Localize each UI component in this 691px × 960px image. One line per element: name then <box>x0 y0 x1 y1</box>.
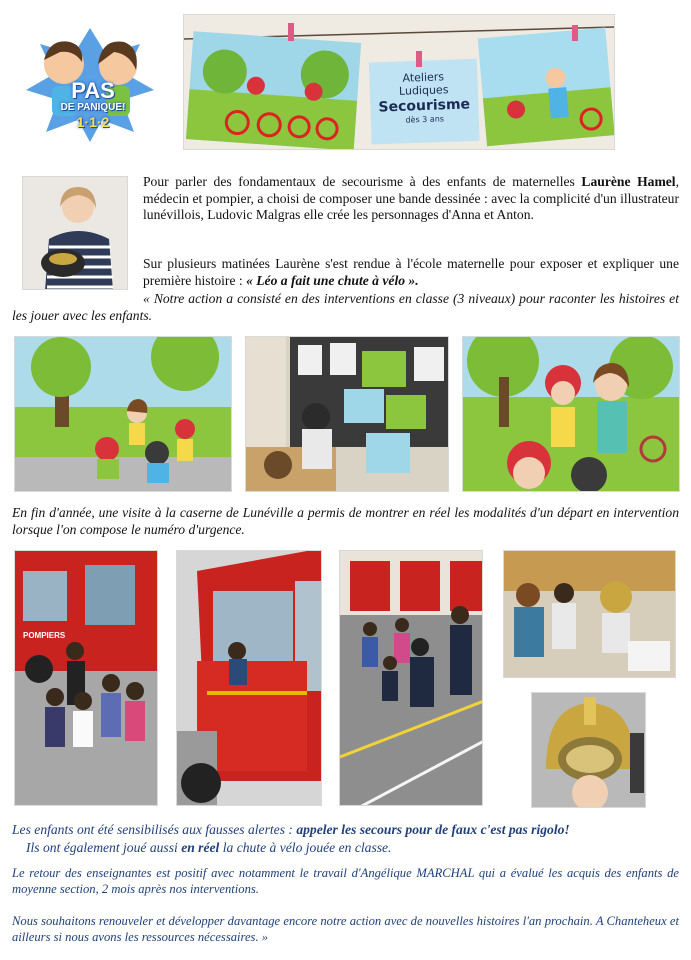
children-helmet-photo <box>503 550 676 678</box>
intro-p1-b: , médecin et pompier, a choisi de composer une bande dessinée : avec la complicité d'un illustrateur lunévillois, Ludovic Malgras elle crée les personnages d'Anna et Anton. <box>143 174 679 222</box>
sign-line-3: Secourisme <box>378 96 471 116</box>
comic-panel-2 <box>462 336 680 492</box>
banner-drawings-photo <box>183 14 615 150</box>
fire-truck-children-photo <box>14 550 158 806</box>
children-helmet-art <box>504 551 676 678</box>
bottom-p6-c: la chute à vélo jouée en classe. <box>219 840 392 855</box>
logo-line-1: PAS <box>71 78 115 103</box>
fire-truck-cabin-art <box>177 551 322 806</box>
bottom-p5-a: Les enfants ont été sensibilisés aux fausses alertes : <box>12 822 297 837</box>
intro-paragraph-3 <box>12 291 679 324</box>
bottom-p7: Le retour des enseignantes est positif avec notamment le travail d'Angélique MARCHAL qui a évalué les acquis des enfants de moyenne section, 2 mois après nos interventions. <box>12 866 679 896</box>
intro-p3: « Notre action a consisté en des interventions en classe (3 niveaux) pour raconter les histoires et les jouer avec les enfants. <box>12 291 679 323</box>
fire-truck-children-art <box>15 551 158 806</box>
logo-line-2: DE PANIQUE! <box>60 102 126 113</box>
classroom-photo-art <box>246 337 449 492</box>
portrait-illustration <box>23 177 128 290</box>
golden-helmet-art <box>532 693 646 808</box>
intro-p1-name: Laurène Hamel <box>581 174 676 189</box>
bottom-paragraph-4 <box>12 914 679 945</box>
sign-line-4: dès 3 ans <box>405 114 445 125</box>
comic-panel-2-art <box>463 337 680 492</box>
bottom-paragraph-3 <box>12 866 679 897</box>
bottom-p8: Nous souhaitons renouveler et développer davantage encore notre action avec de nouvelles histoires l'an prochain. A Chanteheux et ailleurs si nous avons les ressources nécessaires. » <box>12 914 679 944</box>
bottom-p5-b: appeler les secours pour de faux c'est pas rigolo! <box>296 822 570 837</box>
bottom-p6-a: Ils ont également joué aussi <box>26 840 182 855</box>
intro-paragraph-1 <box>143 174 679 224</box>
intro-paragraph-2 <box>143 256 679 289</box>
bottom-paragraph-2 <box>26 840 679 857</box>
intro-p2-story: « Léo a fait une chute à vélo ». <box>246 272 419 288</box>
intro-p2-a: Sur plusieurs matinées Laurène s'est rendue à l'école maternelle pour exposer et expliquer une première histoire : <box>143 256 679 288</box>
fire-truck-cabin-photo <box>176 550 322 806</box>
golden-helmet-photo <box>531 692 646 808</box>
sign-line-2: Ludiques <box>398 83 449 98</box>
classroom-photo <box>245 336 449 492</box>
logo-pas-de-panique <box>22 24 158 144</box>
middle-paragraph <box>12 505 679 538</box>
portrait-photo <box>22 176 128 290</box>
bottom-p6-b: en réel <box>181 840 220 855</box>
sign-line-1: Ateliers <box>402 70 445 85</box>
comic-panel-1 <box>14 336 232 492</box>
truck-label: POMPIERS <box>23 631 66 640</box>
firefighters-group-art <box>340 551 483 806</box>
firefighters-group-photo <box>339 550 483 806</box>
middle-p4: En fin d'année, une visite à la caserne de Lunéville a permis de montrer en réel les modalités d'un départ en intervention lorsque l'on compose le numéro d'urgence. <box>12 505 679 537</box>
comic-panel-1-art <box>15 337 232 492</box>
logo-line-3: 1·1·2 <box>76 114 110 130</box>
bottom-paragraph-1 <box>12 822 679 839</box>
intro-p1-a: Pour parler des fondamentaux de secourisme à des enfants de maternelles <box>143 174 582 189</box>
